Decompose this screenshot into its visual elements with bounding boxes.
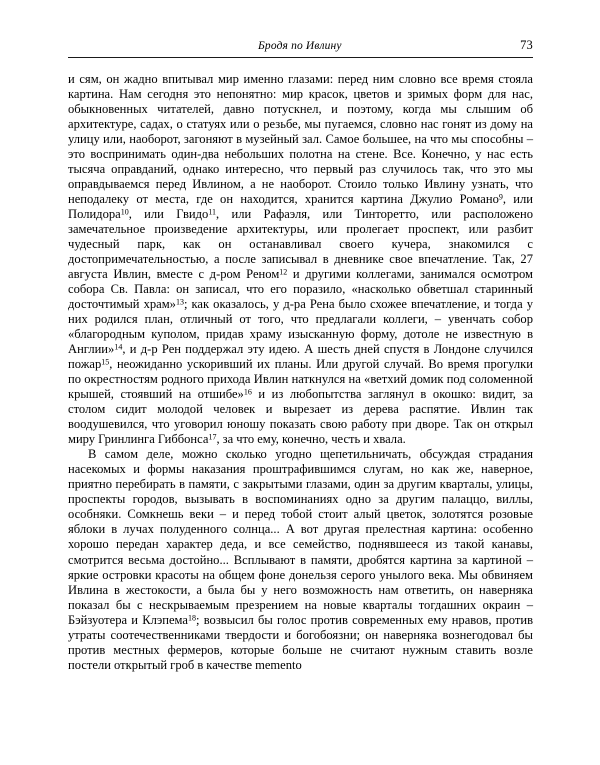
footnote-marker-16[interactable]: 16 bbox=[243, 387, 252, 397]
running-head-title: Бродя по Ивлину bbox=[258, 40, 342, 52]
footnote-marker-18[interactable]: 18 bbox=[188, 613, 196, 623]
header-rule-divider bbox=[68, 57, 533, 58]
page-number: 73 bbox=[520, 38, 533, 52]
footnote-marker-9[interactable]: 9 bbox=[498, 192, 503, 202]
footnote-marker-13[interactable]: 13 bbox=[175, 297, 184, 307]
footnote-marker-11[interactable]: 11 bbox=[208, 207, 217, 217]
paragraph-2: В самом деле, можно сколько угодно щепетильничать, обсуждая страдания насекомых и формы наказания проштрафившимся слугам, но как же, наверное, приятно перебирать в памяти, с закрытыми глазами, один за другим кварталы, улицы, проспекты городов, вызывать в воспоминаниях одно за другим палаццо, виллы, особняки. Сомкнешь веки – и перед тобой стоит алый цветок, золотятся розовые яблоки в лучах полуденного солнца... А вот другая прелестная картина: особенно хорошо передан характер деда, и все семейство, поднявшееся из такой канавы, смотрится весьма достойно... Всплывают в памяти, дробятся картина за картиной – яркие островки красоты на общем фоне донельзя серого унылого века. Мы обвиняем Ивлина в жестокости, а была бы у него возможность нам ответить, он наверняка показал бы с нескрываемым презрением на новые кварталы тогдашних окраин – Бэйзуотера и Клэпема$^{18}$; возвысил бы голос против современных ему нравов, против утраты соотечественниками твердости и богобоязни; он наверняка вознегодовал бы против местных фермеров, которые больше не считают нужным ставить возле постели открытый гроб в качестве memento bbox=[68, 447, 533, 672]
footnote-marker-12[interactable]: 12 bbox=[279, 267, 288, 277]
footnote-marker-10[interactable]: 10 bbox=[120, 207, 129, 217]
paragraph-1: и сям, он жадно впитывал мир именно глазами: перед ним словно все время стояла картина. Нам сегодня это непонятно: мир красок, цветов и зримых форм для нас, обыкновенных читателей, давно потускнел, и поэтому, когда мы слышим об архитектуре, садах, о статуях или о резьбе, мы пугаемся, словно нас гонят из дому на улицу или, наоборот, загоняют в музейный зал. Самое большее, на что мы способны – это воспринимать один-два небольших полотна на стене. Все. Конечно, у нас есть тысяча оправданий, однако интересно, что первый раз случилось так, что это мы оправдываемся перед Ивлином, а не наоборот. Стоило только Ивлину узнать, что неподалеку от места, где он находится, хранится картина Джулио Романо$^9$, или Полидора$^{10}$, или Гвидо$^{11}$, или Рафаэля, или Тинторетто, или расположено замечательное произведение архитектуры, или пролегает проспект, или разбит чудесный парк, как он останавливал своего кучера, знакомился с достопримечательностью, а после записывал в дневнике свое впечатление. Так, 27 августа Ивлин, вместе с д-ром Реном$^{12}$ и другими коллегами, занимался осмотром собора Св. Павла: он записал, что его поразило, «насколько обветшал старинный досточтимый храм»$^{13}$; как оказалось, у д-ра Рена было схожее впечатление, и тогда у них родился план, отличный от того, что предлагали коллеги, – увенчать собор «благородным куполом, придав храму изысканную форму, дотоле не известную в Англии»$^{14}$, и д-р Рен поддержал эту идею. А шесть дней спустя в Лондоне случился пожар$^{15}$, неожиданно ускоривший их планы. Или другой случай. Во время прогулки по окрестностям родного прихода Ивлин наткнулся на «ветхий домик под соломенной крышей, стоявший на отшибе»$^{16}$ и из любопытства заглянул в окошко: видит, за столом сидит молодой человек и вырезает из дерева распятие. Ивлин так воодушевился, что уговорил юношу показать свою работу при дворе. Так он открыл миру Гринлинга Гиббонса$^{17}$, за что ему, конечно, честь и хвала. bbox=[68, 72, 534, 447]
footnote-marker-14[interactable]: 14 bbox=[114, 342, 123, 352]
body-text-block bbox=[68, 72, 533, 673]
footnote-marker-15[interactable]: 15 bbox=[101, 357, 110, 367]
footnote-marker-17[interactable]: 17 bbox=[208, 433, 217, 443]
running-head bbox=[68, 38, 533, 56]
